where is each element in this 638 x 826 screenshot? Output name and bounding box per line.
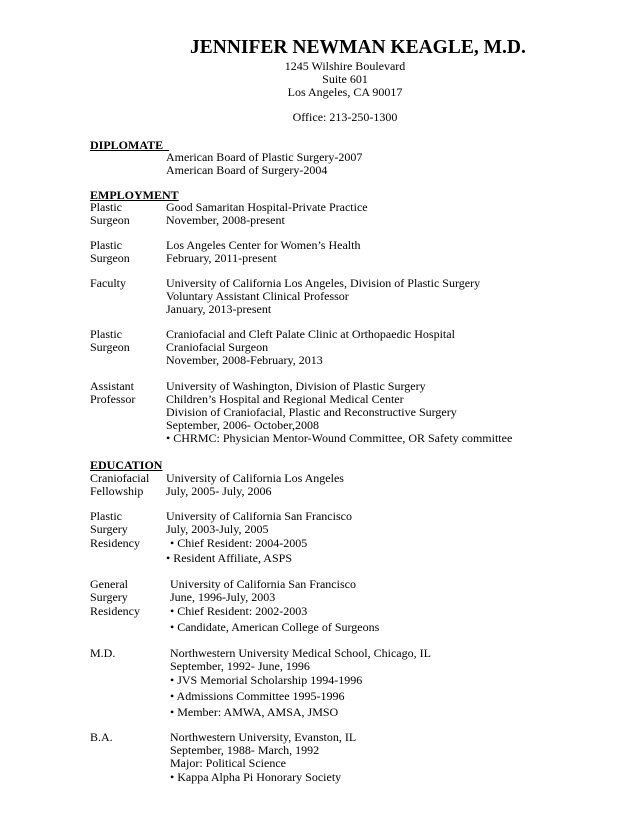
bullet-text: Chief Resident: 2004-2005 (177, 536, 308, 550)
entry-label: Surgery (90, 522, 128, 536)
bullet-text: JVS Memorial Scholarship 1994-1996 (177, 673, 363, 687)
section-heading-diplomate: DIPLOMATE (90, 138, 170, 152)
bullet-item: • CHRMC: Physician Mentor-Wound Committee, OR Safety committee (166, 431, 513, 445)
entry-line: Voluntary Assistant Clinical Professor (166, 289, 349, 303)
bullet-item: • JVS Memorial Scholarship 1994-1996 (170, 673, 363, 687)
entry-line: July, 2003-July, 2005 (166, 522, 269, 536)
address-line-3: Los Angeles, CA 90017 (287, 85, 403, 99)
bullet-item: • Admissions Committee 1995-1996 (170, 689, 345, 703)
entry-label: Professor (90, 392, 136, 406)
entry-line: November, 2008-present (166, 213, 285, 227)
entry-label: Surgeon (90, 213, 130, 227)
entry-line: University of California San Francisco (166, 509, 352, 523)
entry-line: Northwestern University, Evanston, IL (170, 730, 357, 744)
entry-line: January, 2013-present (166, 302, 272, 316)
entry-line: University of Washington, Division of Plastic Surgery (166, 379, 426, 393)
entry-label: B.A. (90, 730, 113, 744)
bullet-text: Member: AMWA, AMSA, JMSO (177, 705, 339, 719)
bullet-item: • Chief Resident: 2004-2005 (170, 536, 308, 550)
entry-line: Craniofacial and Cleft Palate Clinic at Orthopaedic Hospital (166, 327, 455, 341)
bullet-text: Admissions Committee 1995-1996 (176, 689, 345, 703)
entry-line: Northwestern University Medical School, Chicago, IL (170, 646, 431, 660)
bullet-item: • Candidate, American College of Surgeons (170, 620, 380, 634)
entry-line: November, 2008-February, 2013 (166, 353, 323, 367)
entry-label: Surgeon (90, 340, 130, 354)
entry-label: Assistant (90, 379, 135, 393)
entry-line: June, 1996-July, 2003 (170, 590, 276, 604)
entry-label: Faculty (90, 276, 126, 290)
diplomate-item: American Board of Plastic Surgery-2007 (166, 150, 363, 164)
entry-label: Plastic (90, 509, 122, 523)
entry-label: Fellowship (90, 484, 144, 498)
entry-line: University of California Los Angeles (166, 471, 344, 485)
entry-label: Residency (90, 536, 140, 550)
entry-line: Division of Craniofacial, Plastic and Reconstructive Surgery (166, 405, 457, 419)
entry-line: Major: Political Science (170, 756, 286, 770)
bullet-item: • Chief Resident: 2002-2003 (170, 604, 308, 618)
bullet-text: CHRMC: Physician Mentor-Wound Committee, OR Safety committee (173, 431, 513, 445)
entry-line: University of California Los Angeles, Division of Plastic Surgery (166, 276, 481, 290)
bullet-text: Candidate, American College of Surgeons (177, 620, 380, 634)
section-heading-education: EDUCATION (90, 458, 163, 472)
entry-line: Craniofacial Surgeon (166, 340, 269, 354)
address-line-1: 1245 Wilshire Boulevard (284, 59, 406, 73)
entry-label: Craniofacial (90, 471, 150, 485)
bullet-text: Chief Resident: 2002-2003 (177, 604, 308, 618)
resume-name: JENNIFER NEWMAN KEAGLE, M.D. (190, 37, 526, 58)
entry-line: February, 2011-present (166, 251, 277, 265)
entry-label: General (90, 577, 128, 591)
bullet-text: Kappa Alpha Pi Honorary Society (177, 770, 342, 784)
diplomate-item: American Board of Surgery-2004 (166, 163, 328, 177)
entry-label: Residency (90, 604, 140, 618)
entry-line: September, 1992- June, 1996 (170, 659, 310, 673)
address-line-2: Suite 601 (322, 72, 368, 86)
bullet-text: Resident Affiliate, ASPS (173, 551, 292, 565)
bullet-item: • Kappa Alpha Pi Honorary Society (170, 770, 342, 784)
entry-line: September, 2006- October,2008 (166, 418, 319, 432)
bullet-item: • Resident Affiliate, ASPS (166, 551, 292, 565)
section-heading-employment: EMPLOYMENT (90, 188, 179, 202)
entry-label: Plastic (90, 327, 122, 341)
bullet-item: • Member: AMWA, AMSA, JMSO (170, 705, 339, 719)
entry-line: July, 2005- July, 2006 (166, 484, 272, 498)
entry-line: Children’s Hospital and Regional Medical Center (166, 392, 404, 406)
entry-line: Los Angeles Center for Women’s Health (166, 238, 361, 252)
entry-label: Surgery (90, 590, 128, 604)
entry-line: Good Samaritan Hospital-Private Practice (166, 200, 368, 214)
entry-label: Plastic (90, 200, 122, 214)
office-phone: Office: 213-250-1300 (292, 110, 398, 124)
entry-label: M.D. (90, 646, 116, 660)
entry-line: University of California San Francisco (170, 577, 356, 591)
entry-label: Surgeon (90, 251, 130, 265)
entry-label: Plastic (90, 238, 122, 252)
entry-line: September, 1988- March, 1992 (170, 743, 320, 757)
